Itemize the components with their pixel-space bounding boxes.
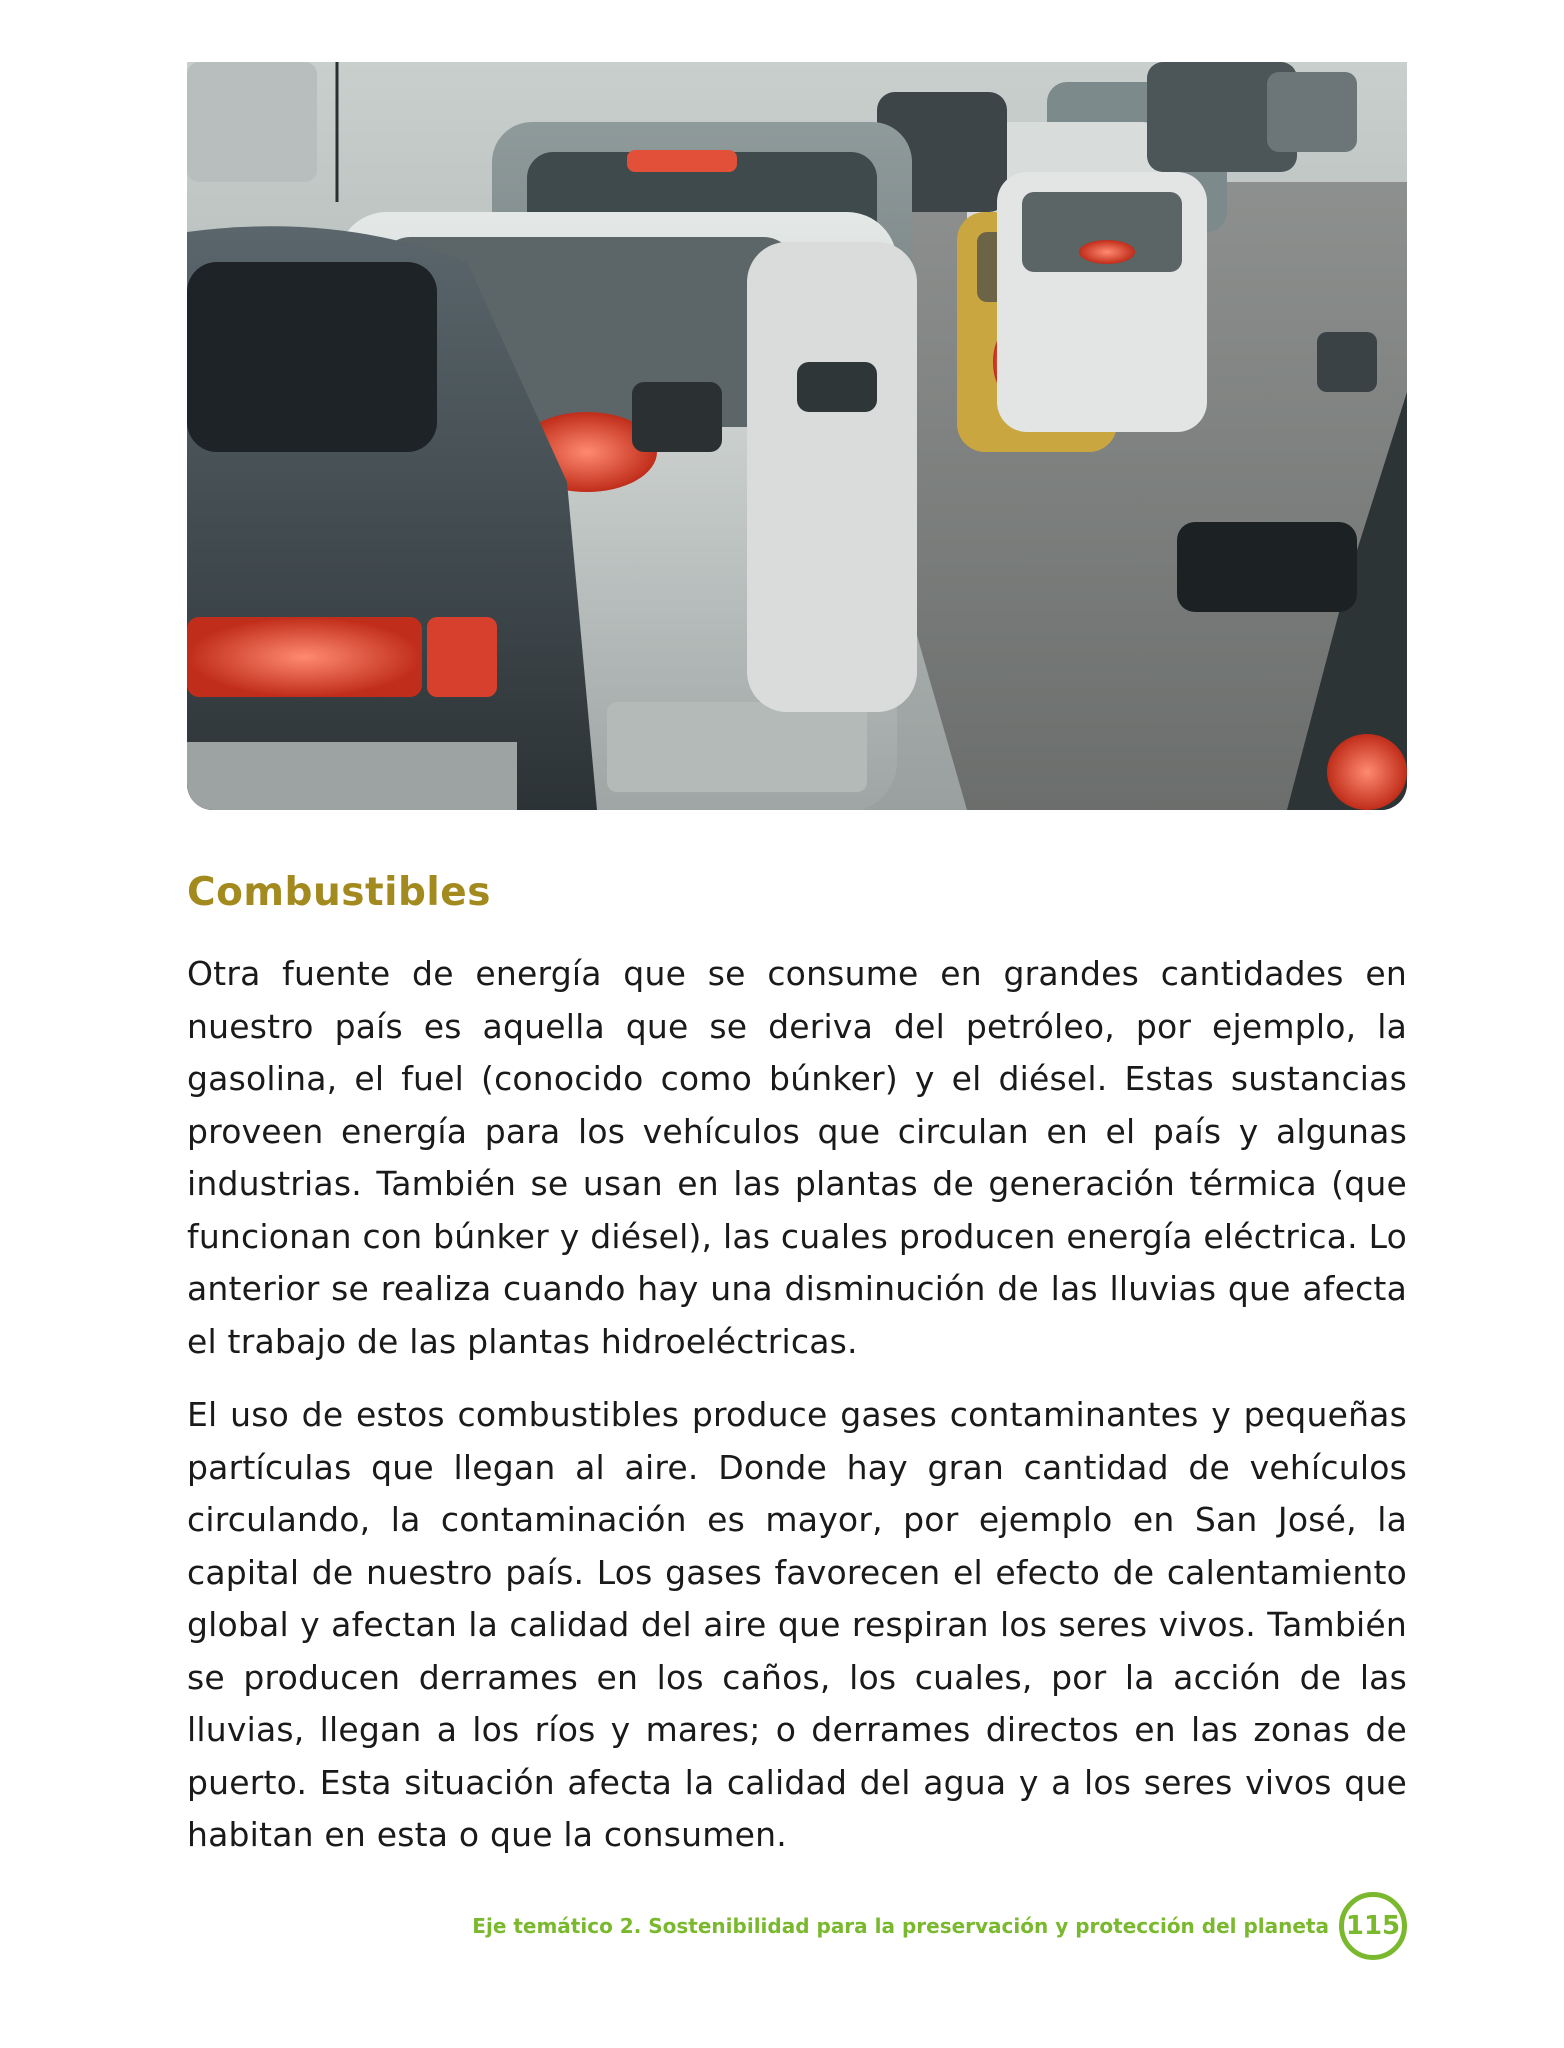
page-number-badge bbox=[1339, 1892, 1407, 1960]
paragraph-1: Otra fuente de energía que se consume en grandes cantidades en nuestro país es aquella que se deriva del petróleo, por ejemplo, la gasolina, el fuel (conocido como búnker) y el diésel. Estas sustancias proveen energía para los vehículos que circulan en el país y algunas industrias. También se usan en las plantas de generación térmica (que funcionan con búnker y diésel), las cuales producen energía eléctrica. Lo anterior se realiza cuando hay una disminución de las lluvias que afecta el trabajo de las plantas hidroeléctricas. bbox=[187, 954, 1407, 1361]
paragraph-2: El uso de estos combustibles produce gases contaminantes y pequeñas partículas que llegan al aire. Donde hay gran cantidad de vehículos circulando, la contaminación es mayor, por ejemplo en San José, la capital de nuestro país. Los gases favorecen el efecto de calentamiento global y afectan la calidad del aire que respiran los seres vivos. También se producen derrames en los caños, los cuales, por la acción de las lluvias, llegan a los ríos y mares; o derrames directos en las zonas de puerto. Esta situación afecta la calidad del agua y a los seres vivos que habitan en esta o que la consumen. bbox=[187, 1395, 1407, 1854]
page-number: 115 bbox=[1345, 1911, 1401, 1941]
section-heading: Combustibles bbox=[187, 870, 491, 915]
page-footer bbox=[472, 1898, 1407, 1954]
footer-text: Eje temático 2. Sostenibilidad para la preservación y protección del planeta bbox=[472, 1914, 1329, 1938]
traffic-jam-photo bbox=[187, 62, 1407, 810]
